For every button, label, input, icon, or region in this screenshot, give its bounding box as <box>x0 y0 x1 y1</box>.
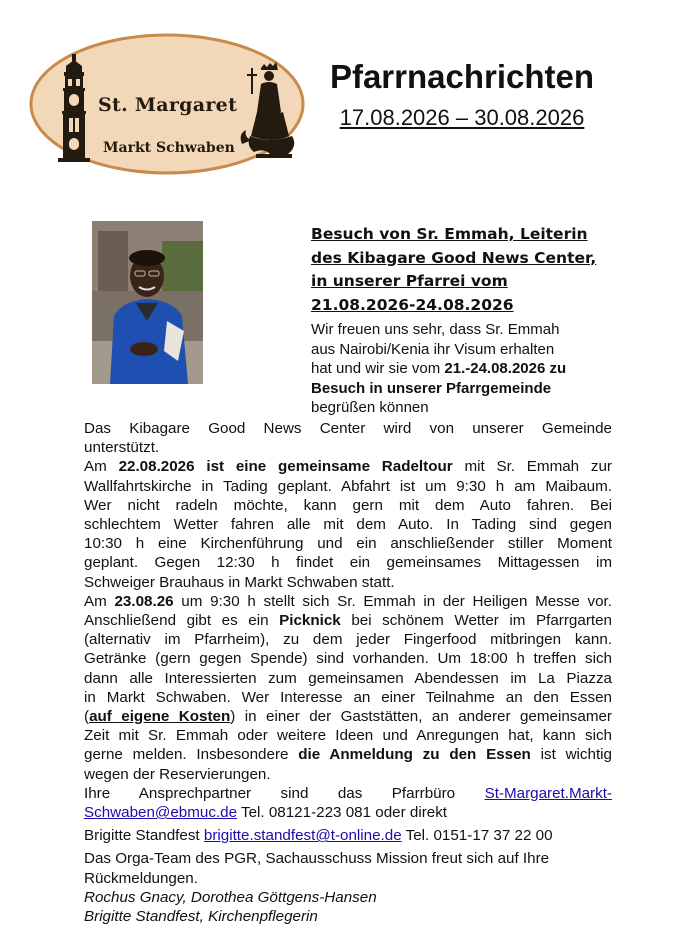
parish-office-email-link-continued[interactable]: Schwaben@ebmuc.de <box>84 804 238 822</box>
portrait-photo <box>92 221 203 384</box>
paragraph-contact-person: Brigitte Standfest brigitte.standfest@t-online.de Tel. 0151-17 37 22 00 <box>84 827 553 845</box>
intro-line: begrüßen können <box>311 399 429 416</box>
page-title: Pfarrnachrichten <box>329 58 595 95</box>
paragraph-contact: Ihre Ansprechpartner sind das Pfarrbüro St-Margaret.Markt- Schwaben@ebmuc.de Tel. 08121-223 081 oder direkt <box>84 784 612 822</box>
intro-line: Wir freuen uns sehr, dass Sr. Emmah <box>311 321 560 338</box>
signature: Rochus Gnacy, Dorothea Göttgens-Hansen Brigitte Standfest, Kirchenpflegerin <box>84 888 377 926</box>
headline-line: 21.08.2026-24.08.2026 <box>311 295 514 314</box>
logo-place-name: Markt Schwaben <box>103 140 235 156</box>
paragraph-center: Das Kibagare Good News Center wird von unserer Gemeinde unterstützt. <box>84 420 612 457</box>
contact-person-email-link[interactable]: brigitte.standfest@t-online.de <box>203 827 402 845</box>
logo-parish-name: St. Margaret <box>98 94 238 116</box>
article-headline <box>311 223 611 317</box>
parish-office-email-link[interactable]: St-Margaret.Markt- <box>484 784 612 802</box>
paragraph-closing: Das Orga-Team des PGR, Sachausschuss Mission freut sich auf Ihre Rückmeldungen. <box>84 850 550 887</box>
headline-line: des Kibagare Good News Center, <box>311 248 597 267</box>
intro-line: aus Nairobi/Kenia ihr Visum erhalten <box>311 340 555 358</box>
date-range: 17.08.2026 – 30.08.2026 <box>339 105 585 130</box>
headline-line: in unserer Pfarrei vom <box>311 272 508 290</box>
intro-line: hat und wir sie vom 21.-24.08.2026 zu <box>311 360 567 377</box>
article-intro <box>311 320 611 418</box>
paragraph-bike-tour: Am 22.08.2026 ist eine gemeinsame Radeltour mit Sr. Emmah zur Wallfahrtskirche in Tading geplant. Abfahrt ist um 9:30 h am Maibaum. Wer nicht radeln möchte, kann gern mit dem Auto fahren. Bei schlechtem Wetter fahren alle mit dem Auto. In Tading sind gegen 10:30 h eine Kirchenführung und ein anschließender stiller Moment geplant. Gegen 12:30 h findet ein gemeinsames Mittagessen im Schweiger Brauhaus in Markt Schwaben statt. <box>84 458 612 591</box>
intro-line: Besuch in unserer Pfarrgemeinde <box>311 379 552 397</box>
paragraph-mass-picnic: Am 23.08.26 um 9:30 h stellt sich Sr. Emmah in der Heiligen Messe vor. Anschließend gibt es ein Picknick bei schönem Wetter im Pfarrgarten (alternativ im Pfarrheim), zu dem jeder Fingerfood mitbringen kann. Getränke (gern gegen Spende) sind vorhanden. Um 18:00 h treffen sich dann alle Interessierten zum gemeinsamen Abendessen im La Piazza in Markt Schwaben. Wer Interesse an einer Teilnahme an den Essen (auf eigene Kosten) in einer der Gaststätten, an anderer gemeinsamer Zeit mit Sr. Emmah oder weitere Ideen und Anregungen hat, kann sich gerne melden. Insbesondere die Anmeldung zu den Essen ist wichtig wegen der Reservierungen. <box>84 592 612 783</box>
article-body <box>84 419 612 926</box>
headline-line: Besuch von Sr. Emmah, Leiterin <box>311 225 588 243</box>
